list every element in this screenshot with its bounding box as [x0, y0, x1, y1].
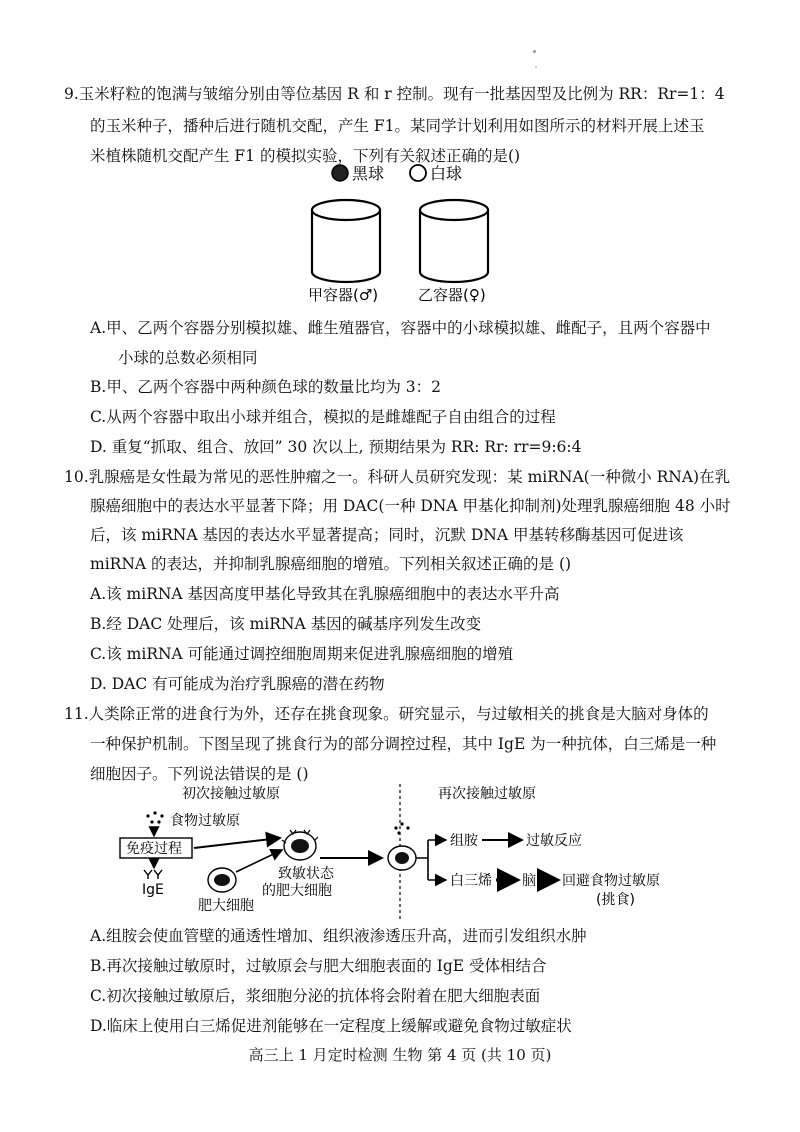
scan-speck [535, 66, 537, 68]
black-ball-icon [332, 165, 348, 181]
q10-stem-line-1: 10.乳腺癌是女性最为常见的恶性肿瘤之一。科研人员研究发现：某 miRNA(一种微小 RNA)在乳 [64, 468, 731, 486]
container-b-icon [420, 200, 488, 282]
first-contact-title: 初次接触过敏原 [182, 786, 280, 802]
ige-antibody-icon [144, 870, 162, 879]
q10-option-b: B.经 DAC 处理后，该 miRNA 基因的碱基序列发生改变 [90, 615, 482, 633]
q11-option-d: D.临床上使用白三烯促进剂能够在一定程度上缓解或避免食物过敏症状 [90, 1017, 572, 1035]
q11-option-b: B.再次接触过敏原时，过敏原会与肥大细胞表面的 IgE 受体相结合 [90, 957, 547, 975]
mast-cell-icon [208, 868, 236, 892]
q11-stem-line-1: 11.人类除正常的进食行为外，还存在挑食现象。研究显示，与过敏相关的挑食是大脑对身体的 [64, 705, 709, 723]
legend-white-label: 白球 [430, 164, 463, 183]
allergen-particles-icon-2 [394, 822, 409, 834]
container-a-icon [312, 200, 380, 282]
sensitized-mast-cell-icon-2 [388, 846, 416, 870]
leukotriene-label: 白三烯 [450, 873, 492, 889]
q9-stem-line-1: 9.玉米籽粒的饱满与皱缩分别由等位基因 R 和 r 控制。现有一批基因型及比例为 RR：Rr=1：4 [64, 85, 725, 103]
q9-option-a-line-2: 小球的总数必须相同 [118, 349, 258, 367]
q11-stem-line-3: 细胞因子。下列说法错误的是 () [90, 765, 309, 783]
picky-eating-label: (挑食) [596, 892, 635, 908]
container-a-label: 甲容器(♂) [308, 286, 379, 304]
sensitized-label-2: 的肥大细胞 [262, 883, 332, 899]
container-b-label: 乙容器(♀) [418, 286, 486, 304]
brain-label: 脑 [522, 873, 536, 889]
second-contact-title: 再次接触过敏原 [438, 786, 536, 802]
q10-option-a: A.该 miRNA 基因高度甲基化导致其在乳腺癌细胞中的表达水平升高 [90, 585, 560, 603]
arrow-immune-to-sensitized [194, 838, 280, 848]
q9-stem-line-2: 的玉米种子，播种后进行随机交配，产生 F1。某同学计划利用如图所示的材料开展上述玉 [90, 117, 705, 135]
q10-stem-line-3: 后，该 miRNA 基因的表达水平显著提高；同时，沉默 DNA 甲基转移酶基因可促进该 [90, 526, 684, 544]
q9-stem-line-3: 米植株随机交配产生 F1 的模拟实验，下列有关叙述正确的是() [90, 147, 521, 165]
arrow-mast-to-sensitized [236, 850, 282, 872]
immune-process-label: 免疫过程 [126, 841, 182, 857]
histamine-label: 组胺 [450, 833, 478, 849]
q9-option-c: C.从两个容器中取出小球并组合，模拟的是雌雄配子自由组合的过程 [90, 408, 556, 426]
allergen-particles-icon [146, 811, 163, 823]
q9-figure [300, 160, 500, 308]
page-footer: 高三上 1 月定时检测 生物 第 4 页 (共 10 页) [248, 1046, 552, 1064]
q11-option-c: C.初次接触过敏原后，浆细胞分泌的抗体将会附着在肥大细胞表面 [90, 987, 541, 1005]
sensitized-mast-cell-icon [282, 830, 318, 860]
sensitized-label-1: 致敏状态 [278, 866, 334, 882]
legend-black-label: 黑球 [352, 164, 385, 183]
q10-stem-line-2: 腺癌细胞中的表达水平显著下降；用 DAC(一种 DNA 甲基化抑制剂)处理乳腺癌细胞 48 小时 [90, 497, 731, 515]
q9-option-d: D. 重复“抓取、组合、放回” 30 次以上, 预期结果为 RR: Rr: rr=9:6:4 [90, 438, 582, 456]
q10-option-d: D. DAC 有可能成为治疗乳腺癌的潜在药物 [90, 675, 385, 693]
q9-option-a-line-1: A.甲、乙两个容器分别模拟雄、雌生殖器官，容器中的小球模拟雄、雌配子，且两个容器中 [90, 319, 711, 337]
allergic-reaction-label: 过敏反应 [526, 833, 582, 849]
q10-option-c: C.该 miRNA 可能通过调控细胞周期来促进乳腺癌细胞的增殖 [90, 645, 514, 663]
q11-figure [110, 782, 700, 922]
food-allergen-label: 食物过敏原 [170, 813, 240, 829]
ige-label: IgE [142, 882, 164, 898]
avoid-allergen-label: 回避食物过敏原 [562, 873, 660, 889]
scan-speck [533, 50, 536, 53]
mast-cell-label: 肥大细胞 [198, 898, 254, 914]
q10-stem-line-4: miRNA 的表达，并抑制乳腺癌细胞的增殖。下列相关叙述正确的是 () [90, 555, 572, 573]
q11-option-a: A.组胺会使血管壁的通透性增加、组织液渗透压升高，进而引发组织水肿 [90, 927, 587, 945]
white-ball-icon [410, 165, 426, 181]
q11-stem-line-2: 一种保护机制。下图呈现了挑食行为的部分调控过程，其中 IgE 为一种抗体，白三烯是一种 [90, 735, 717, 753]
q9-option-b: B.甲、乙两个容器中两种颜色球的数量比均为 3：2 [90, 378, 441, 396]
branch-arrows [416, 840, 428, 880]
